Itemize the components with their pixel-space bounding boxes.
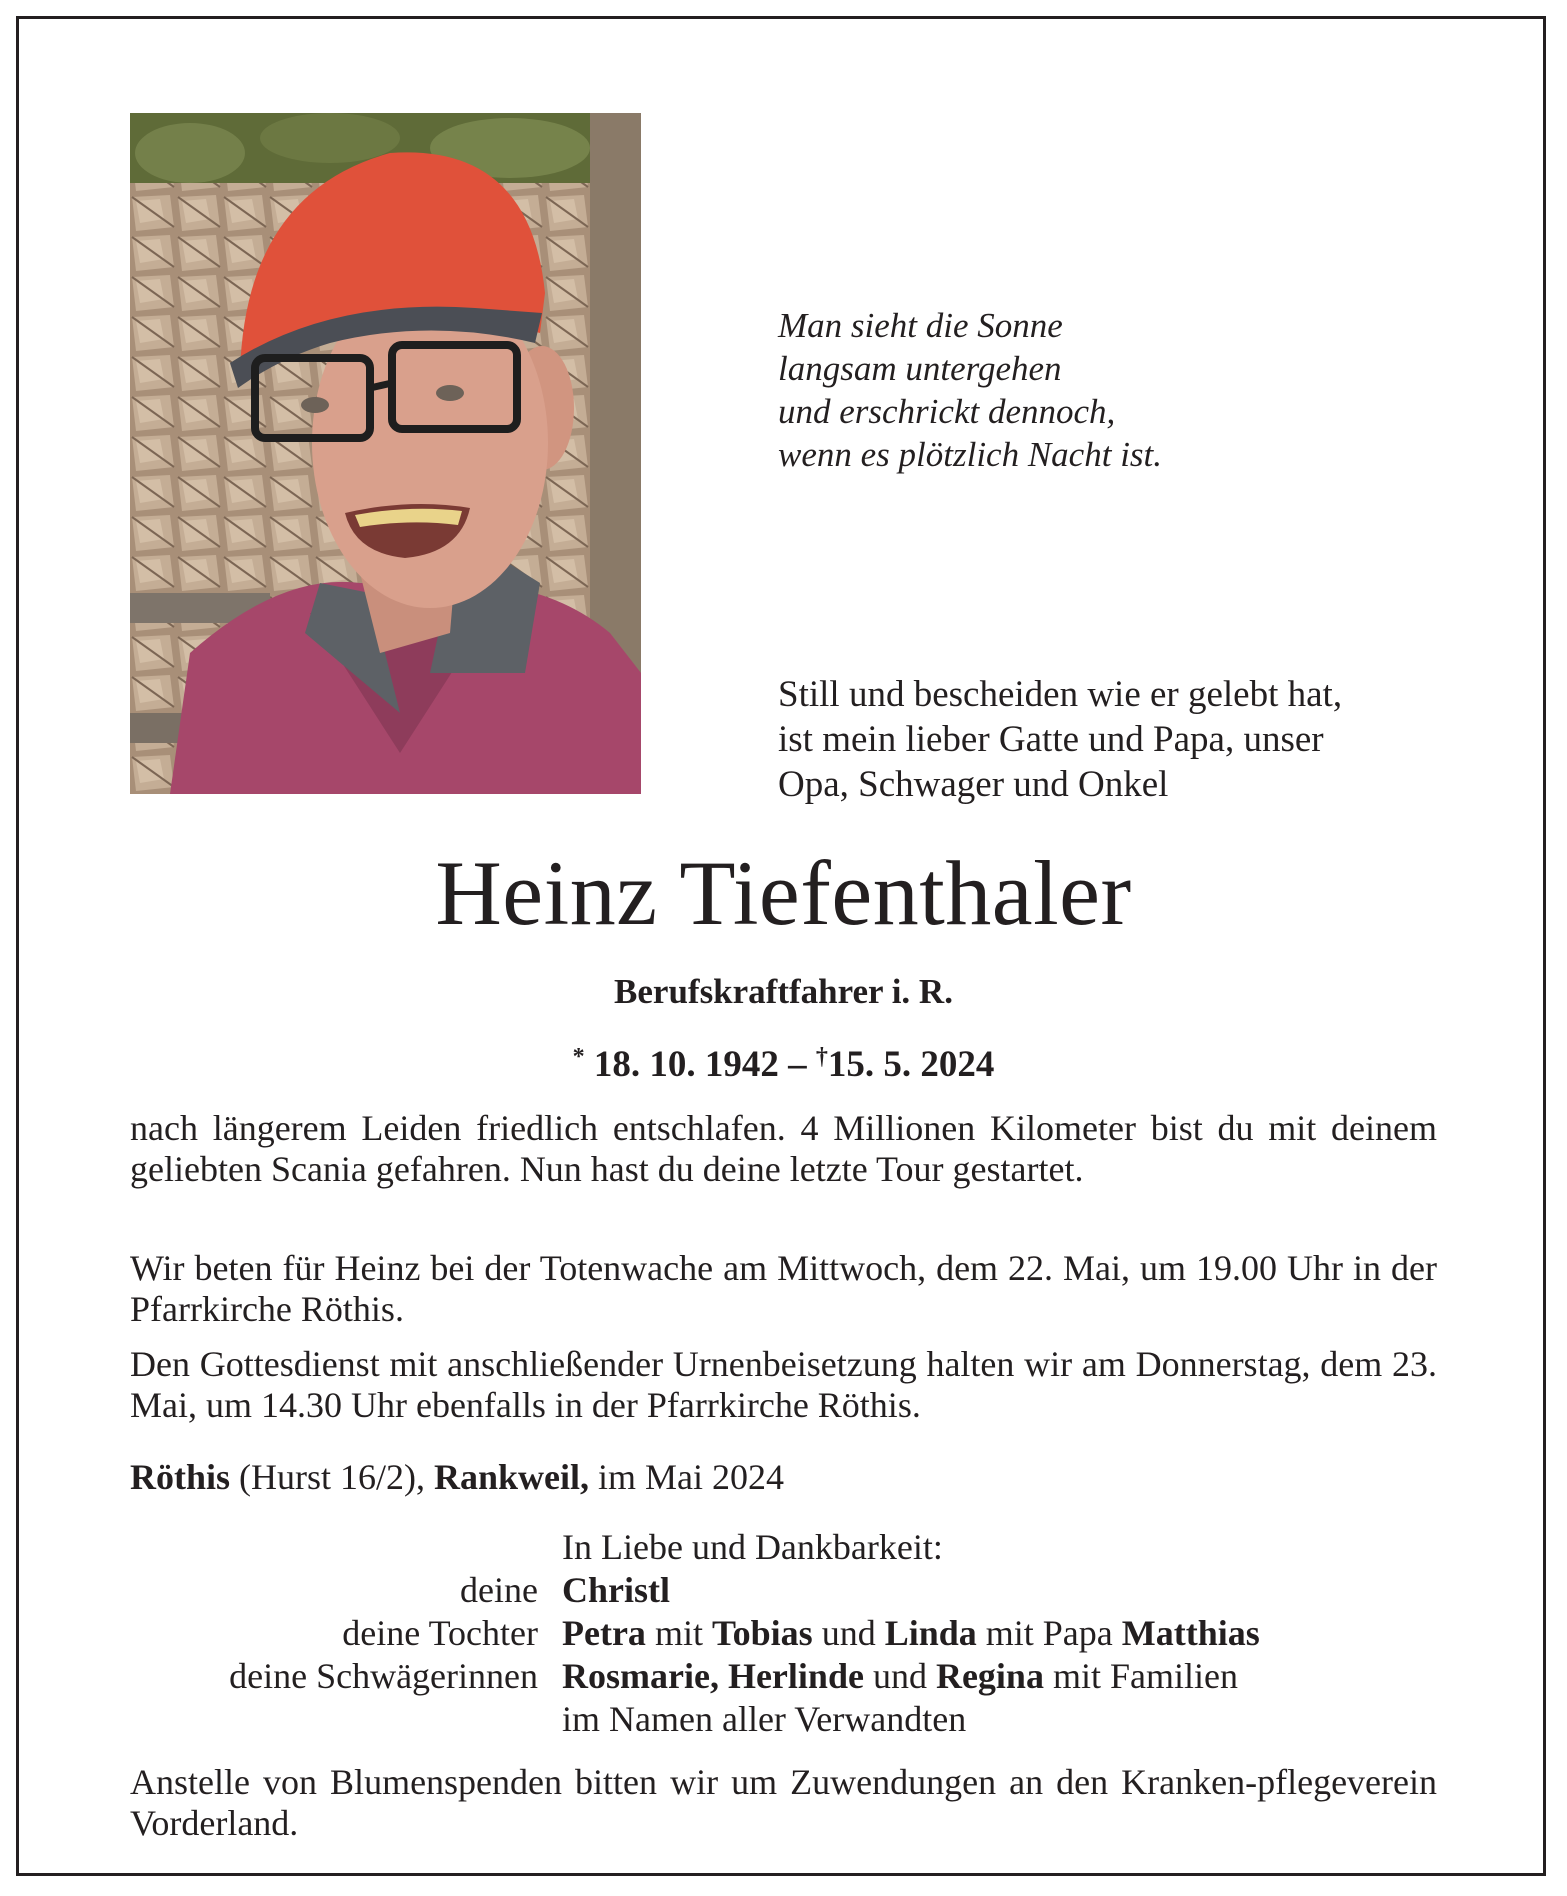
signatory-name: Petra — [562, 1613, 646, 1653]
place-and-date — [130, 1456, 784, 1498]
signature-closing-row — [130, 1698, 1437, 1741]
place-town-1: Röthis — [130, 1457, 231, 1497]
signatory-name: Linda — [884, 1613, 977, 1653]
deceased-name: Heinz Tiefenthaler — [435, 842, 1132, 944]
signature-row-sisters-in-law — [130, 1655, 1437, 1698]
body-paragraph-wake: Wir beten für Heinz bei der Totenwache am Mittwoch, dem 22. Mai, um 19.00 Uhr in der Pfarrkirche Röthis. — [130, 1248, 1437, 1329]
signatory-name: Christl — [562, 1570, 670, 1610]
relation-label: deine Tochter — [342, 1613, 538, 1653]
connector-text: mit Familien — [1052, 1656, 1238, 1696]
signature-heading: In Liebe und Dankbarkeit: — [562, 1527, 943, 1567]
poem-line: langsam untergehen — [778, 349, 1062, 388]
intro-text — [778, 672, 1438, 807]
date-separator: – — [788, 1044, 807, 1085]
signature-heading-row — [130, 1526, 1437, 1569]
life-dates — [0, 1034, 1567, 1088]
signature-row-daughter — [130, 1612, 1437, 1655]
signature-closing: im Namen aller Verwandten — [562, 1699, 967, 1739]
intro-line: ist mein lieber Gatte und Papa, unser — [778, 719, 1324, 760]
intro-line: Opa, Schwager und Onkel — [778, 764, 1169, 805]
poem-line: wenn es plötzlich Nacht ist. — [778, 435, 1163, 474]
portrait-photo — [130, 113, 641, 794]
relation-label: deine Schwägerinnen — [229, 1656, 538, 1696]
death-symbol: † — [815, 1044, 828, 1070]
signatory-name: Matthias — [1121, 1613, 1260, 1653]
death-date: 15. 5. 2024 — [827, 1044, 995, 1085]
signatory-name: Regina — [935, 1656, 1044, 1696]
birth-symbol: * — [572, 1044, 585, 1070]
connector-text: und — [872, 1656, 927, 1696]
place-date: im Mai 2024 — [598, 1457, 785, 1497]
connector-text: mit — [654, 1613, 703, 1653]
birth-date: 18. 10. 1942 — [593, 1044, 779, 1085]
signature-row-spouse — [130, 1569, 1437, 1612]
intro-line: Still und bescheiden wie er gelebt hat, — [778, 674, 1343, 715]
connector-text: und — [821, 1613, 876, 1653]
signatory-name: Rosmarie, Herlinde — [562, 1656, 864, 1696]
poem-line: und erschrickt dennoch, — [778, 392, 1116, 431]
relation-label: deine — [460, 1570, 538, 1610]
body-paragraph-passing: nach längerem Leiden friedlich entschlafen. 4 Millionen Kilometer bist du mit deinem geliebten Scania gefahren. Nun hast du deine letzte Tour gestartet. — [130, 1108, 1437, 1189]
poem — [778, 304, 1162, 476]
place-address: (Hurst 16/2), — [239, 1457, 426, 1497]
poem-line: Man sieht die Sonne — [778, 306, 1063, 345]
donation-note: Anstelle von Blumenspenden bitten wir um Zuwendungen an den Kranken-pflegeverein Vorderland. — [130, 1762, 1437, 1843]
place-town-2: Rankweil, — [434, 1457, 590, 1497]
connector-text: mit Papa — [985, 1613, 1113, 1653]
signatures-block — [130, 1526, 1437, 1741]
signatory-name: Tobias — [711, 1613, 813, 1653]
body-paragraph-service: Den Gottesdienst mit anschließender Urnenbeisetzung halten wir am Donnerstag, dem 23. Mai, um 14.30 Uhr ebenfalls in der Pfarrkirche Röthis. — [130, 1344, 1437, 1425]
deceased-occupation: Berufskraftfahrer i. R. — [614, 972, 953, 1011]
